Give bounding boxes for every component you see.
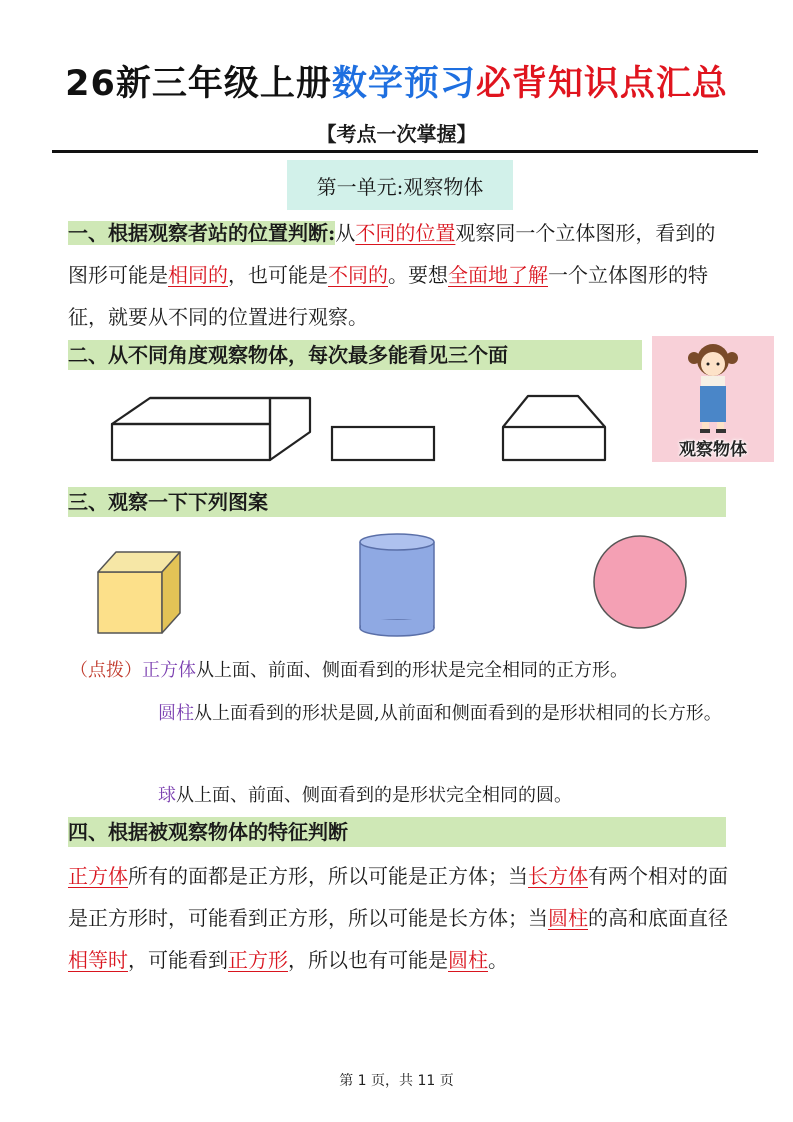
trapezoid-prism-view <box>503 396 605 460</box>
title-part-blue: 数学预习 <box>331 64 476 104</box>
text: 的高和底面直径 <box>588 906 728 930</box>
tip-text: 从上面、前面、侧面看到的是形状完全相同的圆。 <box>176 785 572 806</box>
text: 。要想 <box>388 263 448 287</box>
title-part-red: 必背知识点汇总 <box>475 64 728 104</box>
image-caption: 观察物体 <box>679 440 747 460</box>
section-4-paragraph <box>68 855 728 981</box>
tip-key-term: 球 <box>158 785 176 806</box>
front-view-rectangle <box>332 427 434 460</box>
tip-sphere <box>158 776 738 816</box>
title-divider <box>52 150 758 153</box>
page-number: 第 1 页，共 11 页 <box>339 1073 454 1089</box>
section-1-paragraph <box>68 212 728 338</box>
key-term: 全面地了解 <box>448 263 548 287</box>
tip-key-term: 圆柱 <box>158 703 194 724</box>
tip-text: 从上面、前面、侧面看到的形状是完全相同的正方形。 <box>196 660 628 681</box>
key-term: 正方体 <box>68 864 128 888</box>
text: ，所以也有可能是 <box>288 948 448 972</box>
tip-key-term: 正方体 <box>142 660 196 681</box>
text: 观察同一个立体图形，看到的图形可能是 <box>68 221 716 287</box>
cylinder-drawing <box>360 534 434 636</box>
text: 所有的面都是正方形，所以可能是正方体；当 <box>128 864 528 888</box>
key-term: 圆柱 <box>448 948 488 972</box>
tip-text: 从上面看到的形状是圆,从前面和侧面看到的是形状相同的长方形。 <box>194 703 722 724</box>
unit-heading: 第一单元:观察物体 <box>287 160 513 210</box>
tip-label: （点拨） <box>70 660 142 681</box>
text: 从 <box>335 221 356 245</box>
subtitle: 【考点一次掌握】 <box>316 122 477 146</box>
key-term: 圆柱 <box>548 906 588 930</box>
sphere-drawing <box>594 536 686 628</box>
key-term: 相等时 <box>68 948 128 972</box>
tip-cylinder <box>158 694 738 734</box>
key-term: 正方形 <box>228 948 288 972</box>
cuboid-drawing <box>112 398 310 460</box>
text: 一个立体图形的特征，就要从不同的位置进行观察。 <box>68 263 708 329</box>
section-1-heading: 一、根据观察者站的位置判断: <box>68 221 336 245</box>
key-term: 不同的 <box>328 263 388 287</box>
section-3-heading: 三、观察一下下列图案 <box>68 487 726 517</box>
text: ，也可能是 <box>228 263 328 287</box>
solid-shapes-illustration <box>90 530 700 640</box>
girl-illustration <box>652 336 774 436</box>
section-4-heading: 四、根据被观察物体的特征判断 <box>68 817 726 847</box>
text: 有两个相对的面是正方形时，可能看到正方形，所以可能是长方体；当 <box>68 864 728 930</box>
key-term: 不同的位置 <box>355 221 456 245</box>
key-term: 长方体 <box>528 864 588 888</box>
title-part-black: 26新三年级上册 <box>65 64 332 104</box>
tip-cube <box>70 651 750 691</box>
key-term: 相同的 <box>168 263 228 287</box>
text: ，可能看到 <box>128 948 228 972</box>
cube-drawing <box>98 552 180 633</box>
box-views-illustration <box>100 392 620 472</box>
section-2-heading: 二、从不同角度观察物体，每次最多能看见三个面 <box>68 340 642 370</box>
page-title <box>0 56 793 106</box>
observing-girl-image <box>652 336 774 462</box>
text: 。 <box>488 948 508 972</box>
